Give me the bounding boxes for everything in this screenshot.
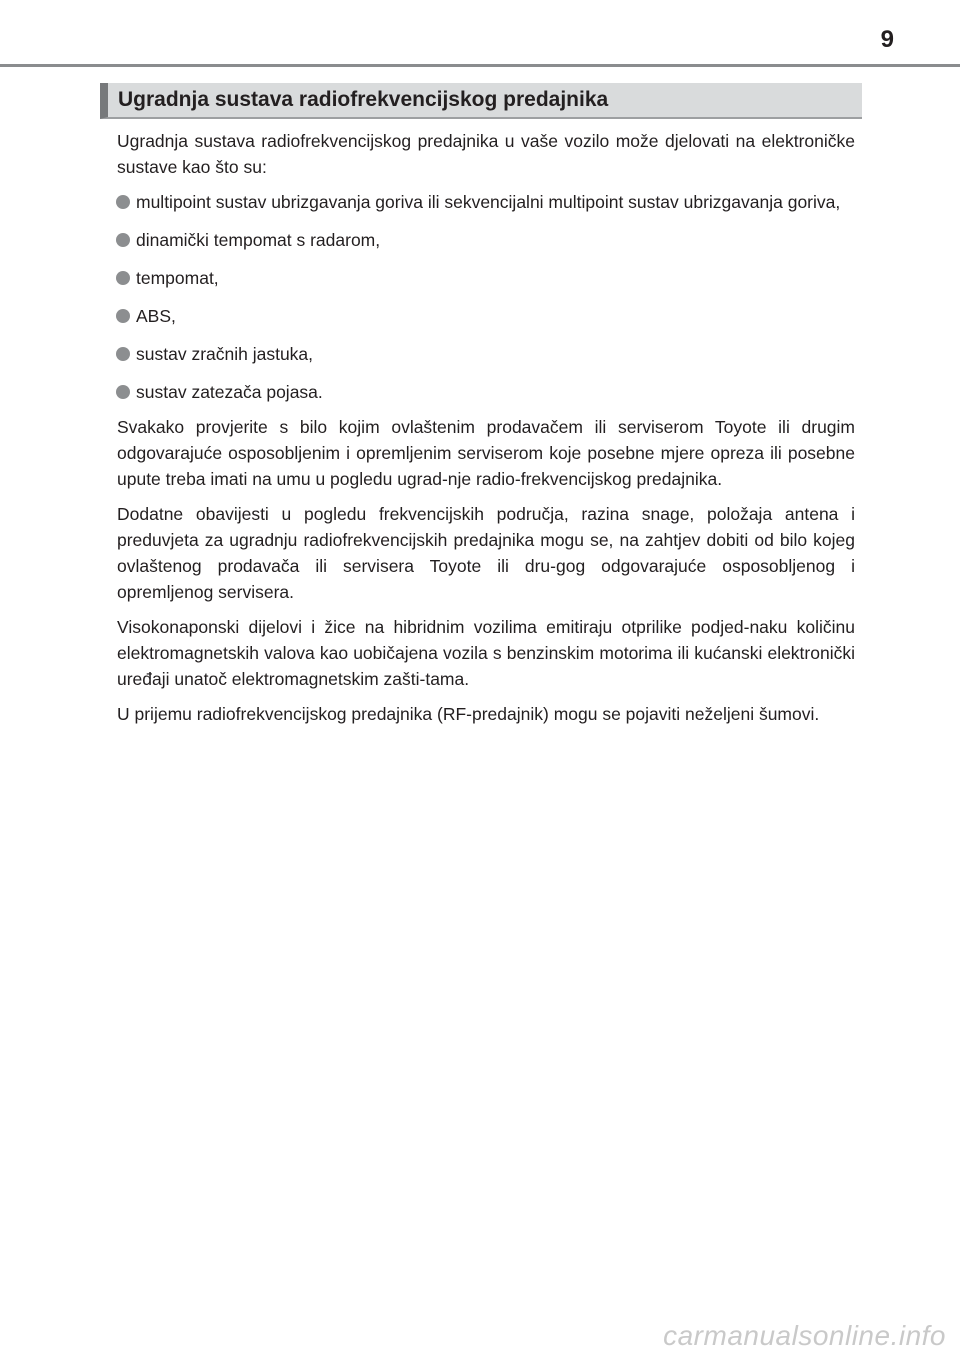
list-item-text: ABS, bbox=[136, 306, 176, 326]
dealer-advice-paragraph: Svakako provjerite s bilo kojim ovlaštenim prodavačem ili serviserom Toyote ili drugim odgovarajuće osposobljenim i opremljenim serviserom koje posebne mjere opreza ili posebne upute treba imati na umu u pogledu ugrad-nje radio-frekvencijskog predajnika. bbox=[117, 417, 855, 489]
frequency-info-paragraph: Dodatne obavijesti u pogledu frekvencijskih područja, razina snage, položaja antena i preduvjeta za ugradnju radiofrekvencijskih predajnika mogu se, na zahtjev dobiti od bilo kojeg ovlaštenog prodavača ili servisera Toyote ili dru-gog odgovarajuće osposobljenog i opremljenog servisera. bbox=[117, 504, 855, 602]
bullet-icon bbox=[116, 195, 130, 209]
bullet-icon bbox=[116, 271, 130, 285]
list-item bbox=[117, 189, 855, 215]
affected-systems-list bbox=[117, 189, 855, 405]
list-item-text: sustav zračnih jastuka, bbox=[136, 344, 314, 364]
hybrid-emissions-paragraph: Visokonaponski dijelovi i žice na hibridnim vozilima emitiraju otprilike podjed-naku količinu elektromagnetskih valova kao uobičajena vozila s benzinskim motorima ili kućanski elektronički uređaji unatoč elektromagnetskim zašti-tama. bbox=[117, 617, 855, 689]
bullet-icon bbox=[116, 385, 130, 399]
page-number: 9 bbox=[880, 26, 894, 53]
top-divider bbox=[0, 64, 960, 67]
bullet-icon bbox=[116, 347, 130, 361]
list-item bbox=[117, 379, 855, 405]
intro-paragraph: Ugradnja sustava radiofrekvencijskog predajnika u vaše vozilo može djelovati na elektroničke sustave kao što su: bbox=[117, 131, 855, 177]
list-item-text: sustav zatezača pojasa. bbox=[136, 382, 323, 402]
noise-paragraph: U prijemu radiofrekvencijskog predajnika (RF-predajnik) mogu se pojaviti neželjeni šumovi. bbox=[117, 704, 820, 724]
site-watermark: carmanualsonline.info bbox=[663, 1320, 946, 1351]
list-item bbox=[117, 341, 855, 367]
list-item-text: tempomat, bbox=[136, 268, 219, 288]
list-item-text: dinamički tempomat s radarom, bbox=[136, 230, 381, 250]
section-content bbox=[117, 128, 855, 736]
section-title: Ugradnja sustava radiofrekvencijskog predajnika bbox=[118, 88, 609, 111]
bullet-icon bbox=[116, 233, 130, 247]
list-item bbox=[117, 227, 855, 253]
list-item-text: multipoint sustav ubrizgavanja goriva ili sekvencijalni multipoint sustav ubrizgavanja goriva, bbox=[136, 192, 841, 212]
list-item bbox=[117, 303, 855, 329]
bullet-icon bbox=[116, 309, 130, 323]
list-item bbox=[117, 265, 855, 291]
section-header bbox=[100, 83, 862, 119]
